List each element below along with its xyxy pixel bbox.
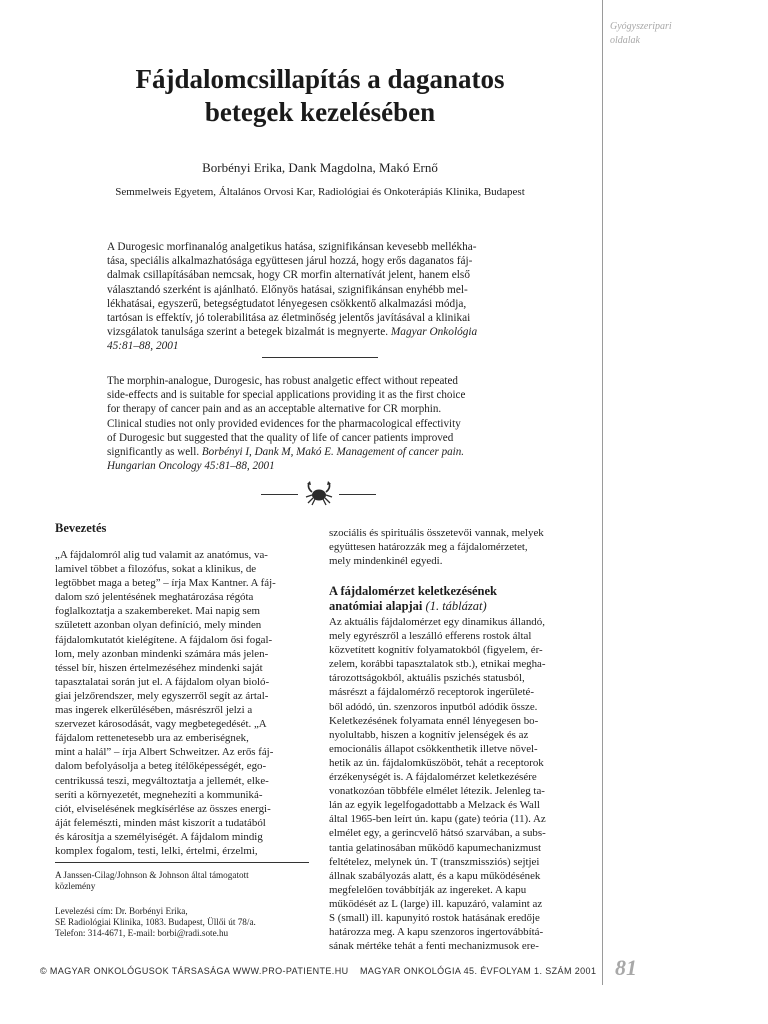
body-line: fájdalomkutatót kielégítene. A fájdalom ősi fogal- [55,633,273,646]
abstract-line: The morphin-analogue, Durogesic, has robust analgetic effect without repeated [107,375,458,387]
section-tag-line: Gyógyszeripari [610,21,672,32]
body-line: határozza meg. A kapu szenzoros ingertovábbítá- [329,926,544,939]
page-number: 81 [615,955,637,980]
left-column-text [55,548,309,858]
body-line: giai jelzőrendszer, mely egyszerről segít az ártal- [55,689,269,702]
footnote-line: közlemény [55,881,96,892]
section-tag-line: oldalak [610,35,640,46]
body-line: feltételez, melynek ún. T (transzmissziós) sejtjei [329,855,540,868]
section-tag [610,20,760,48]
abstract-citation: Hungarian Oncology 45:81–88, 2001 [107,460,275,473]
abstract-divider [262,357,378,358]
footnote-line: SE Radiológiai Klinika, 1083. Budapest, Üllői út 78/a. [55,917,256,928]
body-line: szervezet károsodását, vagy megbetegedését. „A [55,718,267,731]
title-line: Fájdalomcsillapítás a daganatos [135,64,505,94]
heading-line [329,599,497,614]
body-line: hetik az ún. fájdalomküszöböt, tehát a receptorok [329,756,544,769]
abstract-line: tása, speciális alkalmazhatósága együttesen járul hozzá, hogy erős daganatos fáj- [107,255,473,268]
article-title [40,63,600,129]
footnote-support [55,870,309,892]
body-line: Az aktuális fájdalomérzet egy dinamikus állandó, [329,616,545,628]
body-line: együttesen határozzák meg a fájdalomérzetet, [329,541,528,554]
abstract-line: lékhatásai, egyszerű, betegségtudatot lényegesen csökkentő alkalmazási módja, [107,297,467,310]
body-line: áját felemészti, minden mást kiszorít a tudatából [55,816,266,829]
crab-icon [304,480,334,506]
abstract-hungarian [107,240,559,354]
abstract-line: tartósan is effektív, jó tolerabilitása az életminőség jelentős javításával a klinikai [107,312,471,325]
abstract-line: A Durogesic morfinanalóg analgetikus hatása, szignifikánsan kevesebb mellékha- [107,241,477,253]
body-line: mely mindenkinél egyedi. [329,555,443,568]
body-line: fájdalom rettenetesebb ura az emberiségnek, [55,732,249,745]
body-line: szociális és spirituális összetevői vannak, melyek [329,527,544,539]
footnote-line: Telefon: 314-4671, E-mail: borbi@radi.sote.hu [55,928,229,939]
body-line: közvetített kognitív folyamatokból (figyelem, ér- [329,644,543,657]
footnote-line: Levelezési cím: Dr. Borbényi Erika, [55,906,188,916]
footnote-rule [55,862,309,863]
right-column-top-text [329,526,585,568]
body-line: vonatkozóan többféle elmélet létezik. Jelenleg ta- [329,785,545,798]
body-line: ből adódó, ún. szenzoros inputból adódik össze. [329,700,538,713]
margin-rule [602,0,603,985]
body-line: S (small) ill. kapunyitó rostok hatásának eredője [329,911,540,924]
body-line: zelem, korábbi tapasztalatok stb.), etnikai megha- [329,658,546,671]
abstract-line: választandó szerként is ajánlható. Előnyös hatásai, szignifikánsan enyhébb mel- [107,283,468,296]
body-line: seríti a környezetét, megnehezíti a kommuniká- [55,788,263,801]
body-line: mely egyrészről a leszálló efferens rostok által [329,630,532,643]
ornament-line-left [261,494,298,495]
abstract-english [107,374,559,473]
abstract-citation: Borbényi I, Dank M, Makó E. Management of cancer pain. [201,446,465,459]
body-line: legtöbbet maga a beteg” – írja Max Kantner. A fáj- [55,577,276,590]
abstract-line: side-effects and is suitable for special applications providing it as the first choice [107,389,466,402]
body-line: elmélet egy, a gerincvelő hátsó szarvában, a subs- [329,827,546,840]
body-line: által 1965-ben leírt ún. kapu (gate) teória (11). Az [329,813,546,826]
abstract-line [107,339,559,353]
body-line: lán az egyik legelfogadottabb a Melzack és Wall [329,799,540,812]
abstract-line: dalmak csillapításában nemcsak, hogy CR morfin alternatívát jelent, hanem első [107,269,470,282]
body-line: mint a halál” – írja Albert Schweitzer. Az erős fáj- [55,746,274,759]
body-line: lamivel többet a filozófus, sokat a klinikus, de [55,563,257,576]
body-line: Keletkezésének folyamata ennél lényegesen bo- [329,714,539,727]
affiliation: Semmelweis Egyetem, Általános Orvosi Kar, Radiológiai és Onkoterápiás Klinika, Budapest [115,186,525,198]
body-line: sának mértéke tehát a fenti mechanizmusok ere- [329,940,539,953]
abstract-line [107,445,559,459]
table-reference: (1. táblázat) [425,599,487,613]
body-line: nyolultabb, hiszen a kognitív jelenségek és az [329,728,529,741]
body-line: dalom szó jelentésének meghatározása régóta [55,591,254,604]
body-line: centrikussá teszi, megváltoztatja a jellemét, elke- [55,774,269,787]
body-line: tározottságokból, aktuális pszichés statusból, [329,672,525,685]
ornament-line-right [339,494,376,495]
right-column-text [329,615,585,953]
body-line: mas ingerek elkerülésében, másrészről jelzi a [55,704,253,717]
footnote-line: A Janssen-Cilag/Johnson & Johnson által támogatott [55,870,249,880]
body-line: másrészt a fájdalomérző receptorok ingerületé- [329,686,535,699]
body-line: „A fájdalomról alig tud valamit az anatómus, va- [55,549,268,561]
footer-journal: MAGYAR ONKOLÓGIA 45. ÉVFOLYAM 1. SZÁM 2001 [360,966,597,976]
section-heading-intro: Bevezetés [55,521,107,535]
footnote-contact [55,906,309,940]
abstract-text: significantly as well. [107,446,200,459]
body-line: dalom befolyásolja a beteg ítélőképességét, ego- [55,760,267,773]
body-line: lom, mely azonban mindenki számára más jelen- [55,647,269,660]
abstract-citation: Magyar Onkológia [390,326,478,339]
body-line: téssel bír, hiszen értelmezéséhez mindenki saját [55,661,263,674]
body-line: érzékenységét is. A fájdalomérzet keletkezésére [329,771,537,784]
body-line: állnak szabályozás alatt, és a kapu működésének [329,869,541,882]
abstract-line [107,459,559,473]
abstract-line: of Durogesic but suggested that the quality of life of cancer patients improved [107,431,454,444]
abstract-citation: 45:81–88, 2001 [107,340,179,353]
heading-line: A fájdalomérzet keletkezésének [329,584,497,598]
abstract-line: Clinical studies not only provided evidences for the pharmacological effectivity [107,417,461,430]
abstract-line: for therapy of cancer pain and as an acceptable alternative for CR morphin. [107,403,442,416]
abstract-line [107,325,559,339]
body-line: született azonban olyan definíció, mely minden [55,619,262,632]
body-line: emocionális állapot csökkenthetik illetve növel- [329,742,538,755]
heading-text: anatómiai alapjai [329,599,423,613]
abstract-text: vizsgálatok tanulsága szerint a betegek bizalmát is megnyerte. [107,326,389,339]
body-line: komplex fogalom, testi, lelki, értelmi, érzelmi, [55,844,258,857]
footer-publisher: © MAGYAR ONKOLÓGUSOK TÁRSASÁGA WWW.PRO-PATIENTE.HU [40,966,349,976]
body-line: tapasztalatai során jut el. A fájdalom olyan bioló- [55,675,270,688]
title-line: betegek kezelésében [204,97,436,127]
body-line: tantia gelatinosában működő kapumechanizmust [329,841,542,854]
body-line: foglalkoztatja a szakembereket. Mai napig sem [55,605,261,618]
body-line: működését az L (large) ill. kapuzáró, valamint az [329,897,543,910]
section-heading-anatomy [329,584,497,614]
authors: Borbényi Erika, Dank Magdolna, Makó Ernő [202,160,438,175]
body-line: ciót, elviselésének megkísérlése az összes energi- [55,802,271,815]
body-line: megfelelően továbbítják az ingereket. A kapu [329,883,527,896]
body-line: és károsítja a személyiségét. A fájdalom mindig [55,830,263,843]
